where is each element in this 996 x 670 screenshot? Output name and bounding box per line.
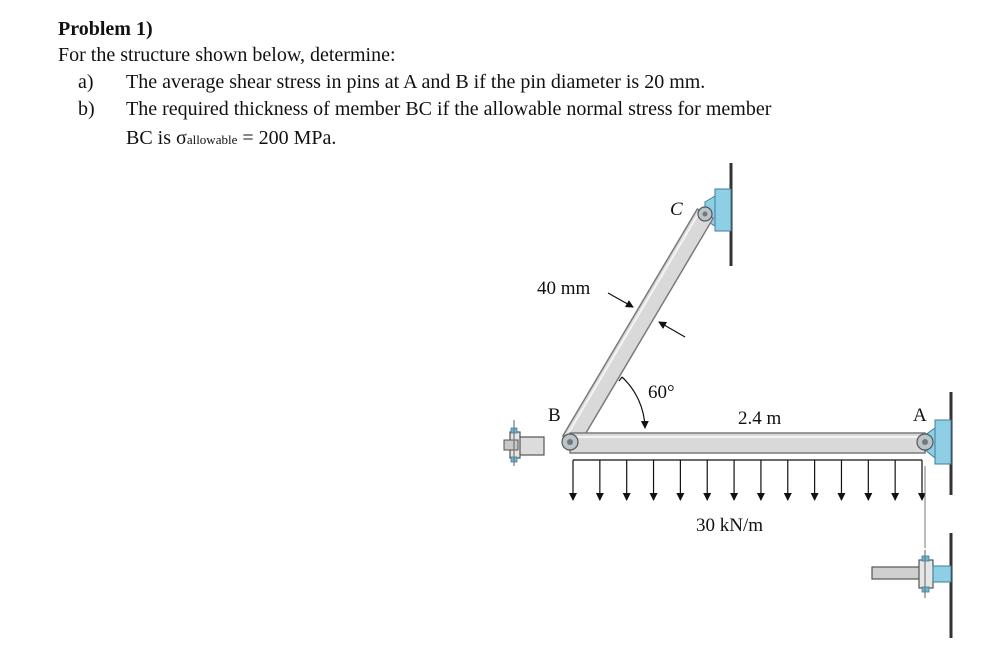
- allowable-subscript: allowable: [186, 132, 238, 147]
- pin-b: [562, 434, 578, 450]
- label-load: 30 kN/m: [696, 515, 764, 536]
- pin-a-detail: [872, 466, 951, 638]
- question-a-text: The average shear stress in pins at A and B if the pin diameter is 20 mm.: [126, 71, 706, 93]
- pin-a: [917, 434, 933, 450]
- label-b: B: [548, 405, 561, 426]
- label-angle: 60°: [648, 382, 675, 403]
- beam-ab: [570, 433, 925, 453]
- continuation-prefix: BC is: [126, 127, 177, 149]
- problem-title: Problem 1): [58, 18, 153, 40]
- continuation-suffix: = 200 MPa.: [237, 127, 337, 149]
- pin-c: [698, 207, 712, 221]
- angle-arc: [619, 377, 645, 428]
- question-b-text: The required thickness of member BC if the allowable normal stress for member: [126, 98, 772, 120]
- problem-intro: For the structure shown below, determine:: [58, 44, 396, 66]
- member-bc: [563, 209, 713, 445]
- label-c: C: [670, 199, 683, 220]
- label-a: A: [913, 405, 927, 426]
- label-width: 40 mm: [537, 278, 591, 299]
- sigma-symbol: σ: [176, 127, 187, 149]
- distributed-load: [573, 460, 922, 500]
- pin-b-detail: [504, 420, 544, 466]
- question-b-marker: b): [78, 98, 95, 120]
- label-span: 2.4 m: [738, 408, 782, 429]
- question-a-marker: a): [78, 71, 94, 93]
